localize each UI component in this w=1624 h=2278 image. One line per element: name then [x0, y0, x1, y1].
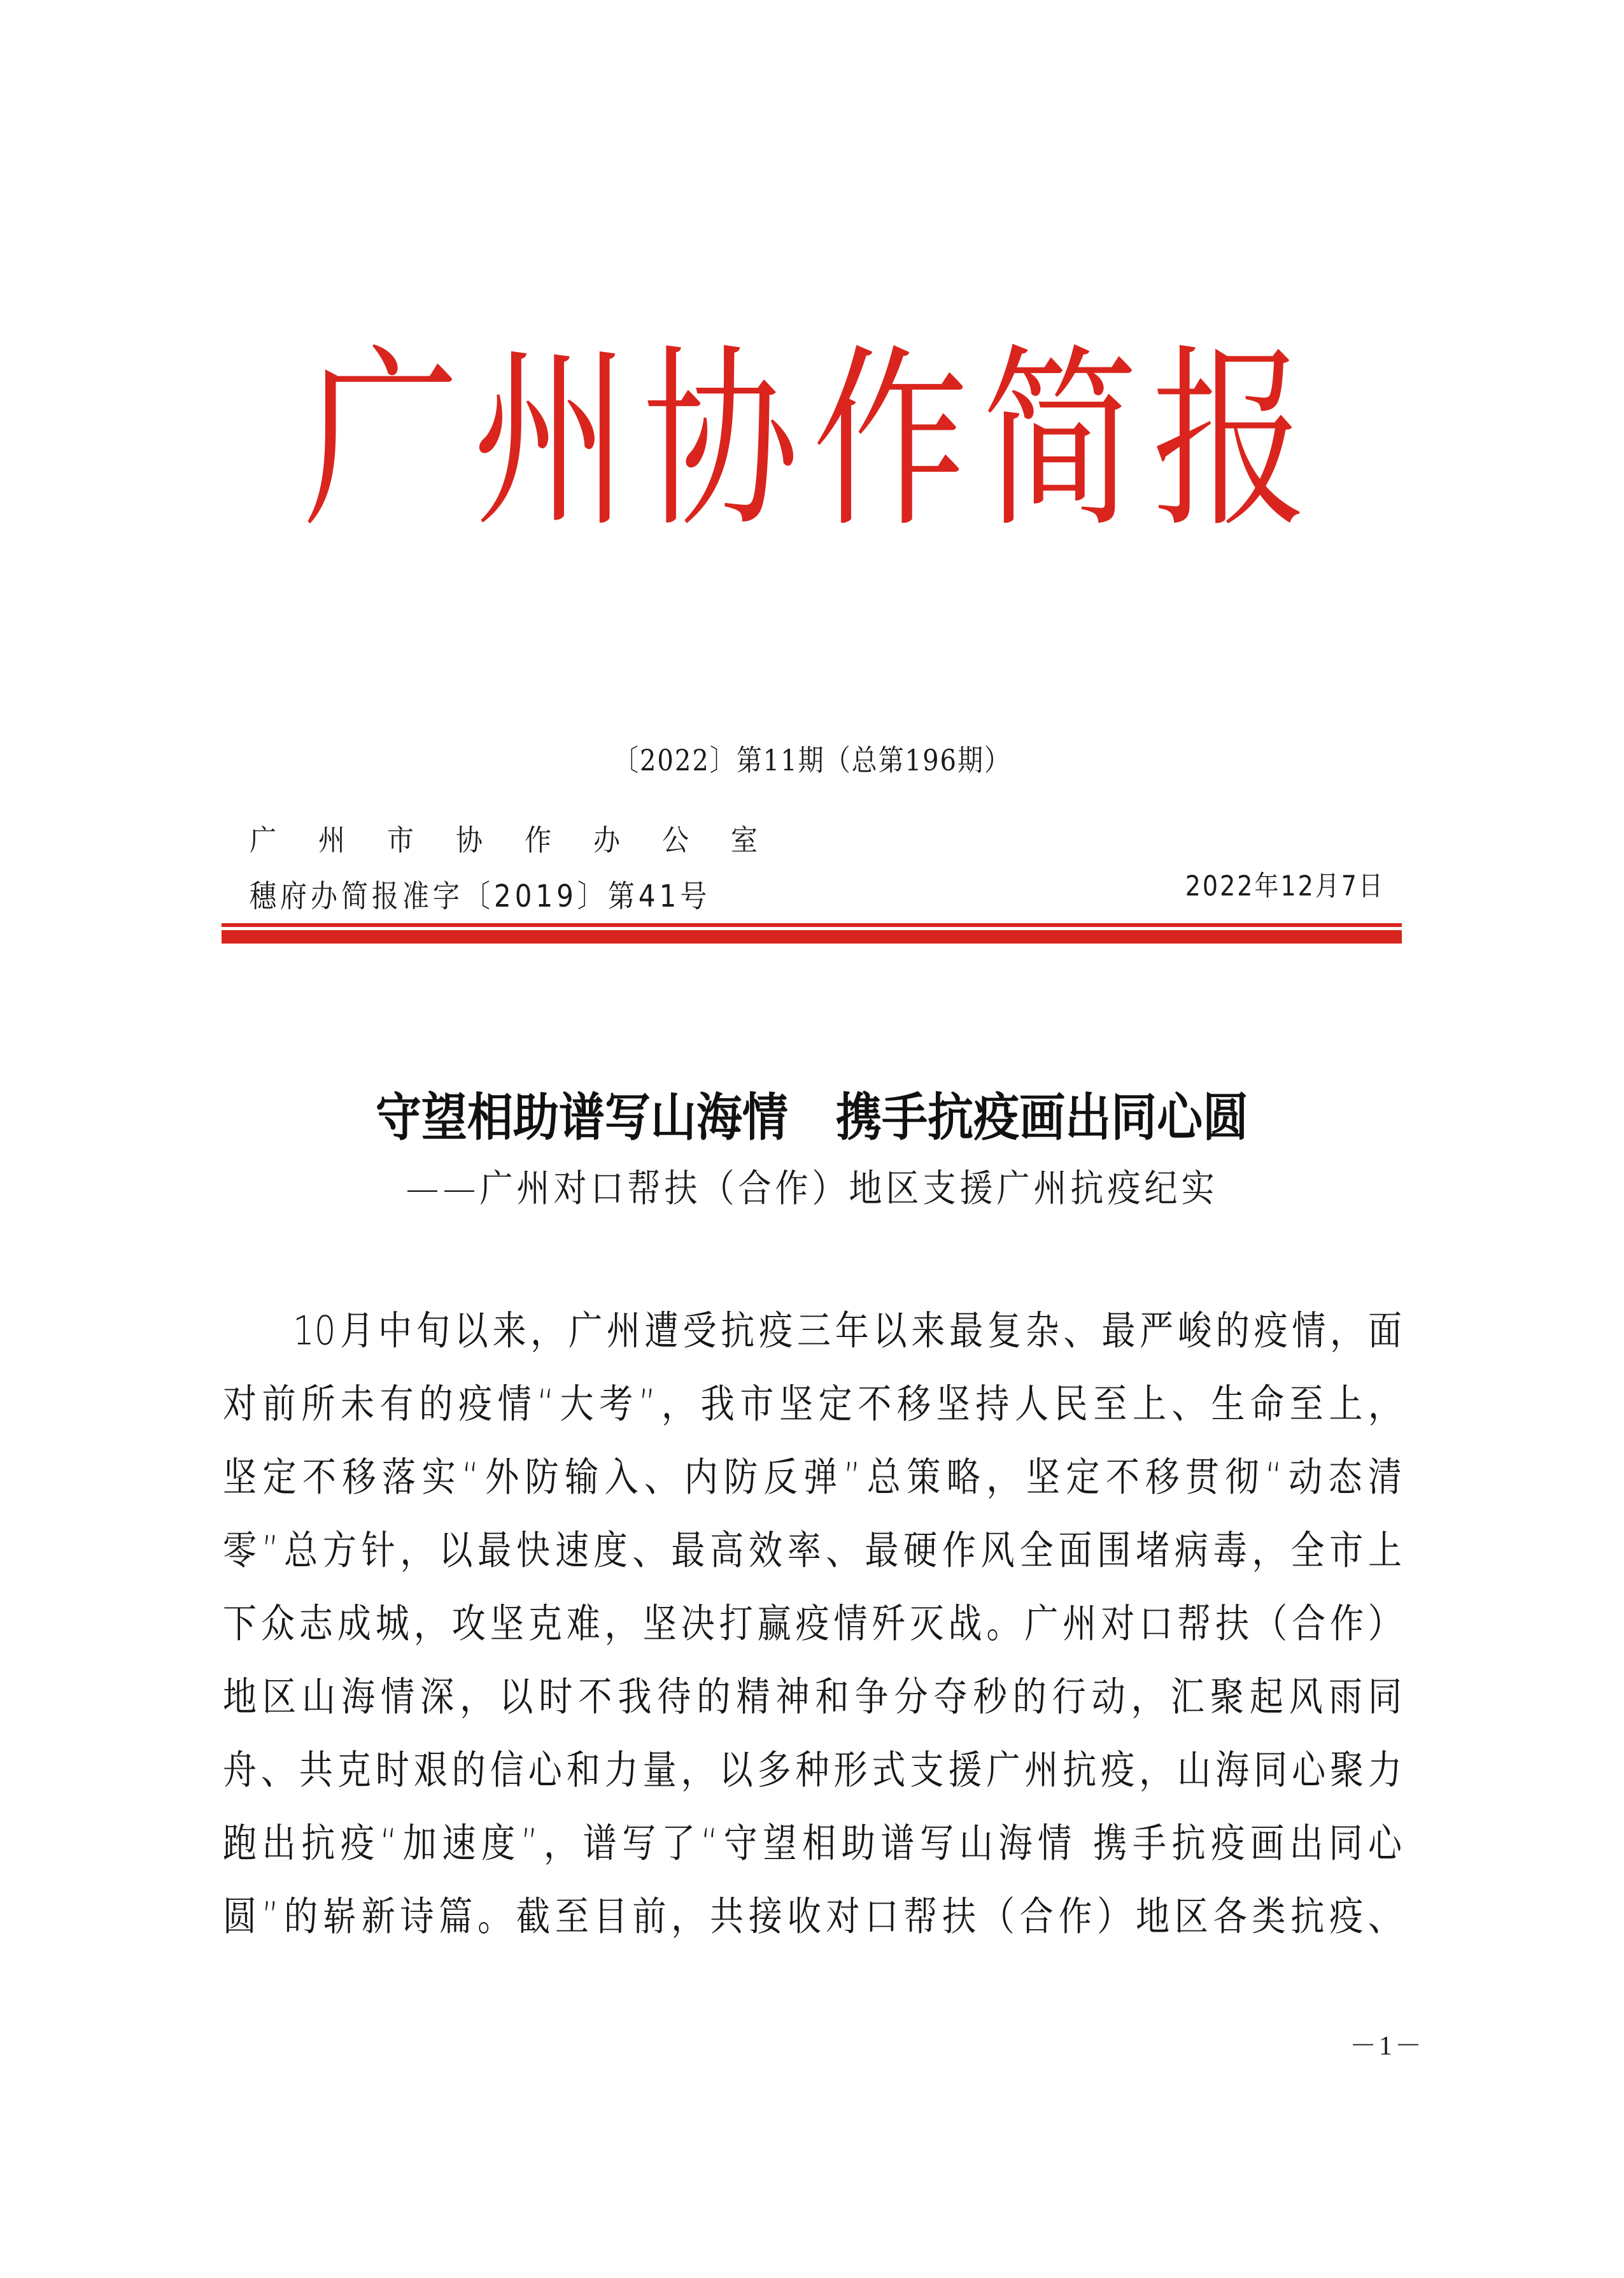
body-line: 坚定不移落实“外防输入、内防反弹”总策略，坚定不移贯彻“动态清: [223, 1454, 1402, 1501]
article-subtitle: ——广州对口帮扶（合作）地区支援广州抗疫纪实: [406, 1166, 1218, 1211]
body-line: 圆”的崭新诗篇。截至目前，共接收对口帮扶（合作）地区各类抗疫、: [223, 1893, 1402, 1940]
issue-line: 〔2022〕第11期（总第196期）: [612, 744, 1012, 778]
page-number: －1－: [1350, 2032, 1425, 2061]
permit-number: 穗府办简报准字〔2019〕第41号: [250, 878, 711, 914]
body-line: 零”总方针，以最快速度、最高效率、最硬作风全面围堵病毒，全市上: [223, 1527, 1402, 1574]
header-rule-thin: [222, 923, 1402, 927]
masthead: [0, 327, 1624, 560]
body-line: 地区山海情深，以时不我待的精神和争分夺秒的行动，汇聚起风雨同: [223, 1674, 1402, 1720]
body-line: 跑出抗疫“加速度”，谱写了“守望相助谱写山海情 携手抗疫画出同心: [223, 1820, 1402, 1867]
header-rule-thick: [222, 930, 1402, 944]
publish-date: 2022年12月7日: [1185, 870, 1385, 902]
article-body: [223, 1305, 1402, 1964]
body-line: 舟、共克时艰的信心和力量，以多种形式支援广州抗疫，山海同心聚力: [223, 1747, 1402, 1793]
body-line: 10月中旬以来，广州遭受抗疫三年以来最复杂、最严峻的疫情，面: [293, 1308, 1402, 1354]
body-line: 下众志成城，攻坚克难，坚决打赢疫情歼灭战。广州对口帮扶（合作）: [223, 1601, 1402, 1647]
article-title: 守望相助谱写山海情 携手抗疫画出同心圆: [375, 1087, 1249, 1147]
issuer-name: 广州市协作办公室: [250, 823, 800, 858]
masthead-title: 广州协作简报: [302, 327, 1322, 554]
body-line: 对前所未有的疫情“大考”，我市坚定不移坚持人民至上、生命至上，: [223, 1381, 1402, 1427]
